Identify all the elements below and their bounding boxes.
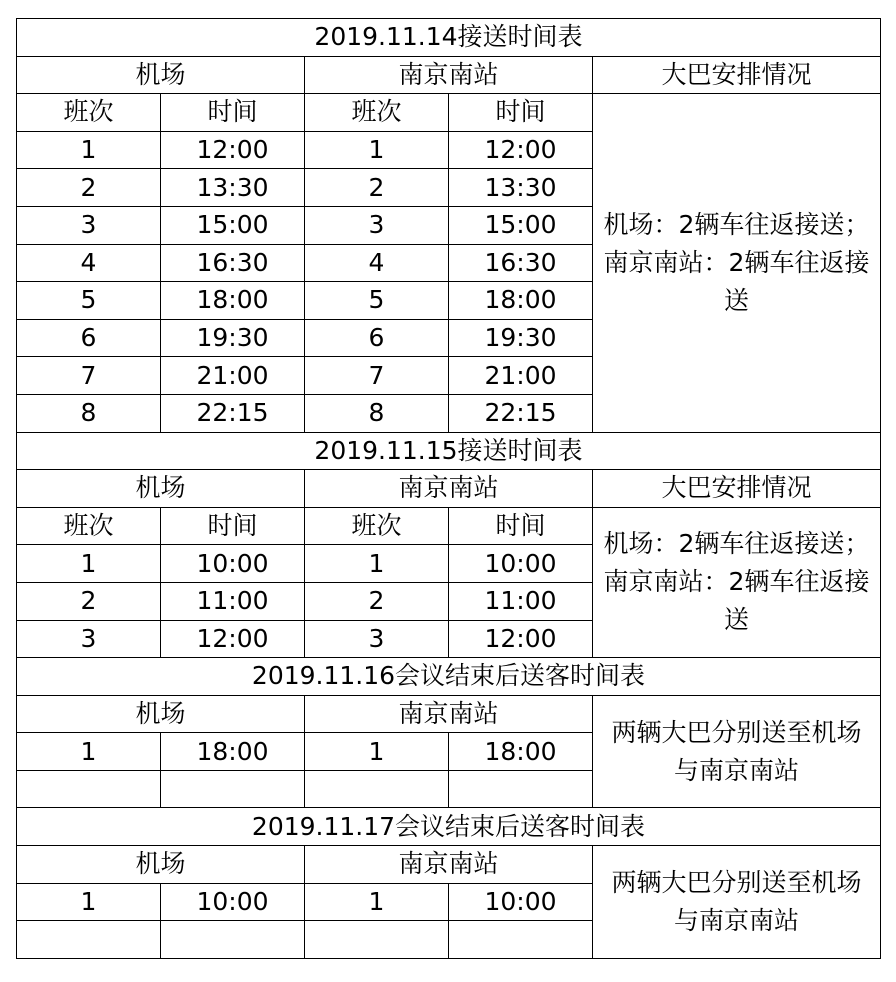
airport-shift-cell: 2 [17, 169, 161, 207]
station-shift-cell: 6 [305, 319, 449, 357]
station-time-cell: 15:00 [449, 206, 593, 244]
schedule-table [16, 18, 881, 959]
airport-time-cell: 13:30 [161, 169, 305, 207]
col-header-shift: 班次 [17, 94, 161, 132]
airport-time-cell: 10:00 [161, 883, 305, 921]
airport-time-cell [161, 770, 305, 808]
section-title-row [17, 808, 881, 846]
airport-shift-cell: 1 [17, 733, 161, 771]
bus-arrangement-note: 两辆大巴分别送至机场与南京南站 [593, 846, 881, 959]
section-title-row [17, 658, 881, 696]
station-shift-cell: 1 [305, 131, 449, 169]
airport-time-cell [161, 921, 305, 959]
airport-shift-cell: 3 [17, 620, 161, 658]
section-title: 2019.11.16会议结束后送客时间表 [17, 658, 881, 696]
station-shift-cell: 8 [305, 394, 449, 432]
station-time-cell: 21:00 [449, 357, 593, 395]
airport-header: 机场 [17, 846, 305, 884]
station-shift-cell: 5 [305, 282, 449, 320]
station-time-cell: 11:00 [449, 582, 593, 620]
location-header-row [17, 56, 881, 94]
airport-shift-cell: 7 [17, 357, 161, 395]
location-header-row [17, 695, 881, 733]
airport-time-cell: 15:00 [161, 206, 305, 244]
airport-shift-cell: 1 [17, 131, 161, 169]
airport-time-cell: 21:00 [161, 357, 305, 395]
station-shift-cell: 2 [305, 582, 449, 620]
section-title: 2019.11.17会议结束后送客时间表 [17, 808, 881, 846]
column-header-row [17, 94, 881, 132]
airport-header: 机场 [17, 56, 305, 94]
station-header: 南京南站 [305, 695, 593, 733]
station-time-cell: 18:00 [449, 282, 593, 320]
station-shift-cell: 2 [305, 169, 449, 207]
station-time-cell: 13:30 [449, 169, 593, 207]
station-time-cell: 19:30 [449, 319, 593, 357]
airport-time-cell: 12:00 [161, 620, 305, 658]
location-header-row [17, 846, 881, 884]
airport-shift-cell [17, 921, 161, 959]
airport-shift-cell: 8 [17, 394, 161, 432]
section-title: 2019.11.14接送时间表 [17, 19, 881, 57]
station-time-cell: 16:30 [449, 244, 593, 282]
section-title-row [17, 19, 881, 57]
bus-arrangement-note: 机场：2辆车往返接送；南京南站：2辆车往返接送 [593, 94, 881, 432]
col-header-shift: 班次 [305, 94, 449, 132]
station-header: 南京南站 [305, 470, 593, 508]
airport-shift-cell: 5 [17, 282, 161, 320]
col-header-time: 时间 [449, 507, 593, 545]
station-shift-cell [305, 770, 449, 808]
section-title-row [17, 432, 881, 470]
airport-time-cell: 12:00 [161, 131, 305, 169]
airport-shift-cell: 3 [17, 206, 161, 244]
section-title: 2019.11.15接送时间表 [17, 432, 881, 470]
col-header-time: 时间 [161, 94, 305, 132]
station-time-cell: 10:00 [449, 883, 593, 921]
station-shift-cell: 4 [305, 244, 449, 282]
airport-shift-cell: 1 [17, 545, 161, 583]
station-time-cell: 22:15 [449, 394, 593, 432]
airport-shift-cell: 1 [17, 883, 161, 921]
airport-time-cell: 11:00 [161, 582, 305, 620]
col-header-shift: 班次 [305, 507, 449, 545]
station-shift-cell: 1 [305, 733, 449, 771]
station-header: 南京南站 [305, 56, 593, 94]
bus-arrangement-note: 两辆大巴分别送至机场与南京南站 [593, 695, 881, 808]
airport-time-cell: 18:00 [161, 733, 305, 771]
airport-shift-cell: 4 [17, 244, 161, 282]
airport-time-cell: 10:00 [161, 545, 305, 583]
station-shift-cell: 7 [305, 357, 449, 395]
station-time-cell: 18:00 [449, 733, 593, 771]
col-header-time: 时间 [449, 94, 593, 132]
station-time-cell: 12:00 [449, 131, 593, 169]
airport-shift-cell: 6 [17, 319, 161, 357]
col-header-time: 时间 [161, 507, 305, 545]
station-time-cell: 12:00 [449, 620, 593, 658]
airport-header: 机场 [17, 470, 305, 508]
airport-header: 机场 [17, 695, 305, 733]
airport-shift-cell: 2 [17, 582, 161, 620]
station-shift-cell [305, 921, 449, 959]
station-time-cell: 10:00 [449, 545, 593, 583]
station-shift-cell: 1 [305, 883, 449, 921]
bus-arrangement-header: 大巴安排情况 [593, 470, 881, 508]
bus-arrangement-header: 大巴安排情况 [593, 56, 881, 94]
station-shift-cell: 1 [305, 545, 449, 583]
station-shift-cell: 3 [305, 620, 449, 658]
station-time-cell [449, 921, 593, 959]
bus-arrangement-note: 机场：2辆车往返接送；南京南站：2辆车往返接送 [593, 507, 881, 657]
airport-time-cell: 19:30 [161, 319, 305, 357]
station-time-cell [449, 770, 593, 808]
airport-time-cell: 18:00 [161, 282, 305, 320]
col-header-shift: 班次 [17, 507, 161, 545]
airport-time-cell: 16:30 [161, 244, 305, 282]
station-shift-cell: 3 [305, 206, 449, 244]
station-header: 南京南站 [305, 846, 593, 884]
airport-time-cell: 22:15 [161, 394, 305, 432]
location-header-row [17, 470, 881, 508]
column-header-row [17, 507, 881, 545]
airport-shift-cell [17, 770, 161, 808]
